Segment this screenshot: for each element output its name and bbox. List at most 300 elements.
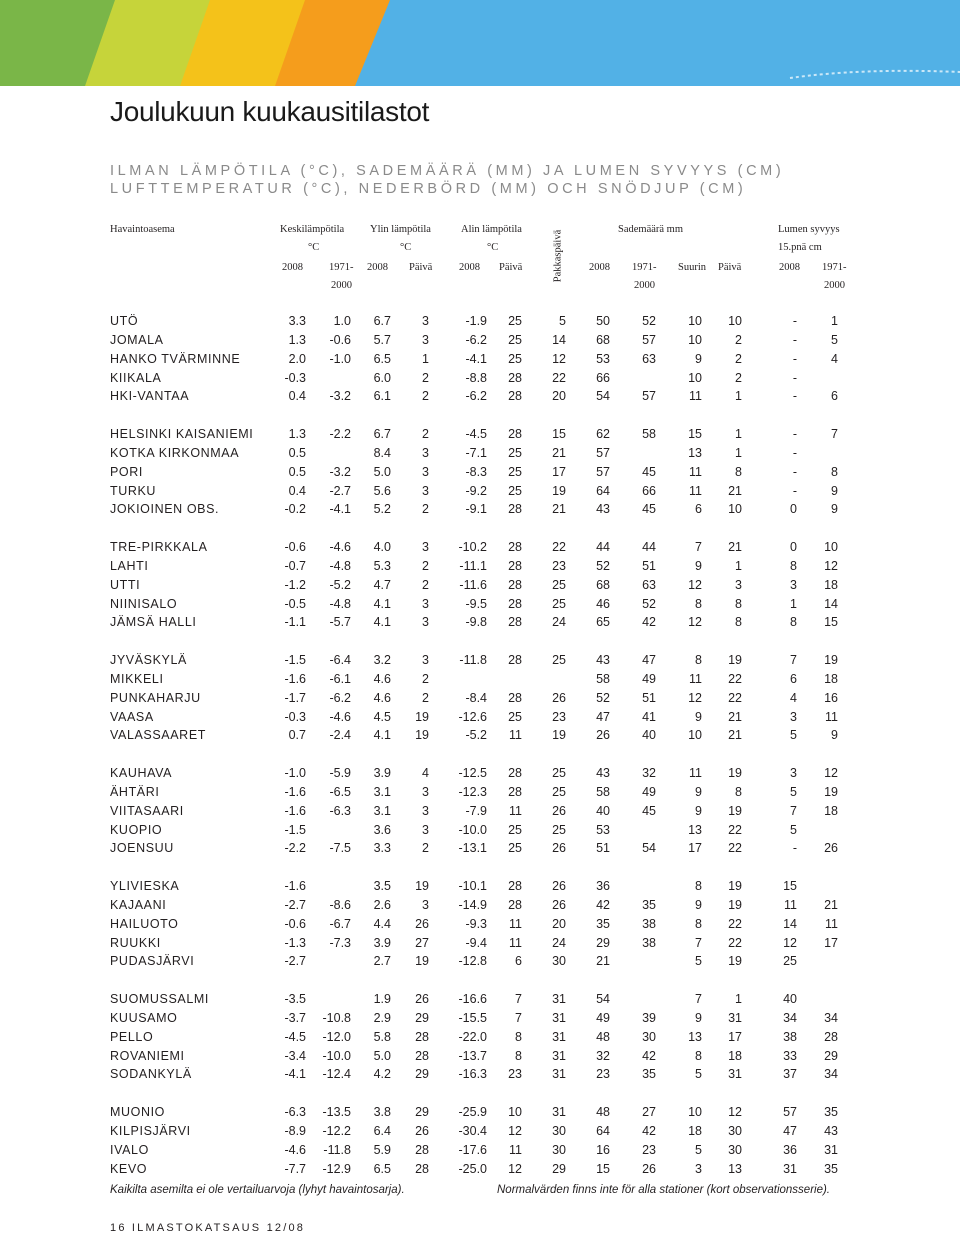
cell-precip-2008: 43 — [596, 766, 610, 780]
cell-mean-2008: -1.2 — [284, 577, 306, 592]
header-precip: Sademäärä mm — [618, 224, 684, 235]
table-row — [0, 1030, 960, 1048]
cell-snow-1971-2000: 12 — [824, 558, 838, 573]
cell-precip-largest: 5 — [695, 1067, 702, 1082]
cell-precip-day: 19 — [728, 653, 742, 667]
header-max-day: Päivä — [409, 262, 433, 273]
cell-snow-2008: 40 — [783, 992, 797, 1006]
table-row — [0, 615, 960, 633]
cell-min-2008: -25.9 — [458, 1105, 487, 1119]
cell-precip-1971-2000: 57 — [642, 332, 656, 347]
cell-precip-day: 1 — [735, 389, 742, 404]
cell-precip-day: 30 — [728, 1142, 742, 1157]
cell-min-day: 11 — [509, 728, 522, 743]
cell-snow-2008: 7 — [790, 803, 797, 818]
table-row — [0, 804, 960, 822]
header-precip-2000: 2000 — [634, 280, 655, 291]
header-min-2008: 2008 — [459, 262, 480, 273]
cell-snow-2008: - — [792, 314, 797, 328]
cell-max-2008: 2.6 — [373, 897, 391, 912]
cell-frost-days: 23 — [552, 709, 566, 724]
cell-precip-day: 17 — [728, 1029, 742, 1044]
cell-snow-2008: 31 — [783, 1161, 797, 1176]
cell-max-day: 3 — [422, 332, 429, 347]
cell-frost-days: 21 — [552, 445, 566, 460]
cell-max-day: 3 — [422, 653, 429, 667]
station-name: RUUKKI — [110, 935, 161, 950]
cell-snow-2008: 34 — [783, 1010, 797, 1025]
cell-precip-day: 21 — [728, 709, 742, 724]
cell-snow-1971-2000: 26 — [824, 841, 838, 856]
cell-precip-largest: 8 — [695, 879, 702, 893]
cell-precip-1971-2000: 38 — [642, 916, 656, 931]
cell-snow-1971-2000: 21 — [824, 897, 838, 912]
cell-frost-days: 26 — [552, 879, 566, 893]
table-row — [0, 785, 960, 803]
cell-max-day: 2 — [422, 577, 429, 592]
station-name: JOKIOINEN OBS. — [110, 502, 220, 517]
cell-max-2008: 4.1 — [373, 728, 391, 743]
cell-min-day: 11 — [509, 1142, 522, 1157]
cell-max-day: 26 — [415, 992, 429, 1006]
cell-mean-2008: 0.5 — [288, 445, 306, 460]
cell-max-day: 4 — [422, 766, 429, 780]
table-row — [0, 879, 960, 897]
table-row — [0, 1124, 960, 1142]
cell-max-2008: 3.5 — [373, 879, 391, 893]
cell-snow-1971-2000: 43 — [824, 1123, 838, 1138]
table-row — [0, 1143, 960, 1161]
table-row — [0, 352, 960, 370]
station-name: PUNKAHARJU — [110, 690, 201, 705]
cell-mean-1971-2000: -2.7 — [329, 483, 351, 498]
table-row — [0, 653, 960, 671]
cell-precip-1971-2000: 42 — [642, 1123, 656, 1138]
cell-snow-1971-2000: 19 — [824, 653, 838, 667]
cell-frost-days: 31 — [552, 1105, 566, 1119]
station-name: VAASA — [110, 709, 154, 724]
cell-precip-day: 22 — [728, 935, 742, 950]
cell-precip-largest: 11 — [689, 483, 702, 498]
cell-precip-1971-2000: 40 — [642, 728, 656, 743]
cell-max-2008: 6.5 — [373, 351, 391, 366]
table-row — [0, 898, 960, 916]
cell-precip-largest: 13 — [688, 822, 702, 837]
cell-mean-1971-2000: -8.6 — [329, 897, 351, 912]
table-row — [0, 936, 960, 954]
cell-precip-2008: 68 — [596, 577, 610, 592]
cell-max-2008: 6.7 — [373, 427, 391, 441]
cell-mean-2008: -3.7 — [284, 1010, 306, 1025]
cell-precip-2008: 68 — [596, 332, 610, 347]
cell-max-2008: 6.4 — [373, 1123, 391, 1138]
header-station: Havaintoasema — [110, 224, 175, 235]
cell-snow-2008: 3 — [790, 766, 797, 780]
cell-min-day: 25 — [508, 483, 522, 498]
header-mean-2000: 2000 — [331, 280, 352, 291]
table-row — [0, 672, 960, 690]
cell-frost-days: 30 — [552, 1142, 566, 1157]
cell-mean-1971-2000: -5.7 — [329, 615, 351, 630]
cell-max-2008: 5.3 — [373, 558, 391, 573]
cell-precip-day: 2 — [735, 332, 742, 347]
station-name: KUUSAMO — [110, 1010, 178, 1025]
cell-precip-largest: 10 — [688, 332, 702, 347]
cell-snow-1971-2000: 7 — [831, 427, 838, 441]
station-name: HAILUOTO — [110, 916, 179, 931]
cell-precip-1971-2000: 63 — [642, 351, 656, 366]
cell-precip-largest: 13 — [688, 445, 702, 460]
cell-precip-day: 2 — [735, 351, 742, 366]
cell-precip-1971-2000: 47 — [642, 653, 656, 667]
cell-frost-days: 25 — [552, 577, 566, 592]
cell-precip-1971-2000: 39 — [642, 1010, 656, 1025]
cell-snow-1971-2000: 15 — [824, 615, 838, 630]
cell-precip-largest: 11 — [689, 464, 702, 479]
cell-snow-1971-2000: 9 — [831, 502, 838, 517]
cell-precip-day: 8 — [735, 784, 742, 799]
cell-precip-1971-2000: 66 — [642, 483, 656, 498]
cell-precip-1971-2000: 42 — [642, 615, 656, 630]
cell-min-2008: -12.6 — [458, 709, 487, 724]
cell-mean-1971-2000: -4.8 — [329, 558, 351, 573]
cell-mean-1971-2000: -4.8 — [329, 596, 351, 611]
cell-max-2008: 4.6 — [373, 671, 391, 686]
cell-max-2008: 4.4 — [373, 916, 391, 931]
cell-precip-2008: 43 — [596, 653, 610, 667]
footnote-swedish: Normalvärden finns inte för alla stationer (kort observationsserie). — [497, 1184, 831, 1196]
cell-min-day: 25 — [508, 314, 522, 328]
cell-max-2008: 4.1 — [373, 596, 391, 611]
station-name: JYVÄSKYLÄ — [110, 653, 187, 667]
cell-mean-1971-2000: -6.2 — [329, 690, 351, 705]
cell-mean-1971-2000: -1.0 — [329, 351, 351, 366]
cell-min-day: 28 — [508, 653, 522, 667]
header-precip-largest: Suurin — [678, 262, 707, 273]
cell-precip-2008: 53 — [596, 351, 610, 366]
cell-min-2008: -12.5 — [458, 766, 487, 780]
cell-frost-days: 29 — [552, 1161, 566, 1176]
cell-max-day: 28 — [415, 1161, 429, 1176]
cell-snow-1971-2000: 14 — [824, 596, 838, 611]
cell-frost-days: 20 — [552, 916, 566, 931]
cell-precip-day: 18 — [728, 1048, 742, 1063]
cell-max-day: 19 — [415, 709, 429, 724]
cell-precip-1971-2000: 26 — [642, 1161, 656, 1176]
cell-min-day: 8 — [515, 1029, 522, 1044]
cell-precip-1971-2000: 44 — [642, 540, 656, 554]
cell-precip-largest: 10 — [688, 1105, 702, 1119]
station-name: KILPISJÄRVI — [110, 1123, 191, 1138]
cell-mean-1971-2000: -12.4 — [322, 1067, 351, 1082]
cell-precip-1971-2000: 42 — [642, 1048, 656, 1063]
table-row — [0, 502, 960, 520]
cell-min-2008: -7.9 — [465, 803, 487, 818]
table-row — [0, 1105, 960, 1123]
cell-snow-1971-2000: 18 — [824, 577, 838, 592]
cell-max-day: 2 — [422, 502, 429, 517]
table-row — [0, 1011, 960, 1029]
cell-max-2008: 3.9 — [373, 766, 391, 780]
cell-mean-2008: -1.3 — [284, 935, 306, 950]
table-row — [0, 371, 960, 389]
cell-snow-2008: - — [792, 351, 797, 366]
cell-min-day: 25 — [508, 822, 522, 837]
banner-graphic — [0, 0, 960, 86]
cell-snow-2008: 47 — [783, 1123, 797, 1138]
cell-mean-2008: -3.4 — [284, 1048, 306, 1063]
cell-mean-2008: -1.7 — [284, 690, 306, 705]
cell-precip-1971-2000: 45 — [642, 464, 656, 479]
cell-min-day: 28 — [508, 577, 522, 592]
table-row — [0, 578, 960, 596]
table-row — [0, 992, 960, 1010]
cell-max-2008: 2.7 — [373, 954, 391, 969]
table-row — [0, 691, 960, 709]
cell-precip-2008: 46 — [596, 596, 610, 611]
cell-frost-days: 25 — [552, 766, 566, 780]
cell-precip-day: 1 — [735, 558, 742, 573]
cell-max-day: 28 — [415, 1142, 429, 1157]
cell-mean-2008: -6.3 — [284, 1105, 306, 1119]
cell-min-2008: -12.8 — [458, 954, 487, 969]
cell-precip-1971-2000: 49 — [642, 784, 656, 799]
cell-min-2008: -25.0 — [458, 1161, 487, 1176]
cell-min-day: 28 — [508, 540, 522, 554]
cell-mean-1971-2000: -6.4 — [329, 653, 351, 667]
cell-precip-largest: 7 — [695, 935, 702, 950]
cell-mean-1971-2000: -10.0 — [322, 1048, 351, 1063]
cell-precip-2008: 62 — [596, 427, 610, 441]
cell-precip-2008: 35 — [596, 916, 610, 931]
cell-mean-2008: -0.3 — [284, 370, 306, 385]
cell-precip-1971-2000: 57 — [642, 389, 656, 404]
station-name: PUDASJÄRVI — [110, 954, 195, 969]
station-name: KEVO — [110, 1161, 148, 1176]
cell-max-day: 19 — [415, 954, 429, 969]
cell-precip-day: 19 — [728, 803, 742, 818]
cell-precip-largest: 9 — [695, 709, 702, 724]
station-name: SUOMUSSALMI — [110, 992, 209, 1006]
cell-precip-day: 22 — [728, 841, 742, 856]
cell-max-2008: 3.8 — [373, 1105, 391, 1119]
cell-mean-2008: -0.7 — [284, 558, 306, 573]
header-snow: Lumen syvyys — [778, 224, 840, 235]
cell-mean-2008: 1.3 — [288, 332, 306, 347]
cell-mean-2008: -0.5 — [284, 596, 306, 611]
table-row — [0, 728, 960, 746]
cell-snow-1971-2000: 6 — [831, 389, 838, 404]
station-name: KOTKA KIRKONMAA — [110, 445, 240, 460]
station-name: LAHTI — [110, 558, 149, 573]
cell-snow-1971-2000: 35 — [824, 1105, 838, 1119]
cell-snow-2008: 3 — [790, 709, 797, 724]
cell-min-2008: -9.4 — [465, 935, 487, 950]
station-name: ROVANIEMI — [110, 1048, 185, 1063]
cell-min-2008: -12.3 — [458, 784, 487, 799]
cell-min-day: 11 — [509, 935, 522, 950]
cell-snow-2008: - — [792, 332, 797, 347]
cell-min-day: 25 — [508, 332, 522, 347]
cell-min-2008: -6.2 — [465, 332, 487, 347]
cell-min-2008: -16.3 — [458, 1067, 487, 1082]
cell-precip-largest: 13 — [688, 1029, 702, 1044]
cell-max-2008: 3.1 — [373, 803, 391, 818]
cell-precip-2008: 66 — [596, 370, 610, 385]
cell-max-2008: 6.1 — [373, 389, 391, 404]
cell-snow-2008: - — [792, 389, 797, 404]
cell-precip-2008: 51 — [596, 841, 610, 856]
table-row — [0, 766, 960, 784]
cell-mean-1971-2000: -4.1 — [329, 502, 351, 517]
cell-precip-1971-2000: 58 — [642, 427, 656, 441]
cell-min-2008: -11.1 — [459, 558, 487, 573]
station-name: MIKKELI — [110, 671, 164, 686]
cell-mean-2008: -1.6 — [284, 803, 306, 818]
cell-max-2008: 3.3 — [373, 841, 391, 856]
cell-max-2008: 2.9 — [373, 1010, 391, 1025]
table-row — [0, 333, 960, 351]
cell-precip-largest: 10 — [688, 728, 702, 743]
cell-snow-2008: 3 — [790, 577, 797, 592]
cell-min-2008: -10.0 — [458, 822, 487, 837]
cell-snow-2008: 0 — [790, 540, 797, 554]
page-title: Joulukuun kuukausitilastot — [110, 96, 430, 127]
cell-precip-2008: 52 — [596, 558, 610, 573]
cell-snow-1971-2000: 34 — [824, 1010, 838, 1025]
cell-min-2008: -16.6 — [458, 992, 487, 1006]
cell-mean-1971-2000: -4.6 — [329, 709, 351, 724]
cell-snow-2008: 57 — [783, 1105, 797, 1119]
cell-min-day: 28 — [508, 370, 522, 385]
cell-min-2008: -5.2 — [465, 728, 487, 743]
cell-precip-day: 8 — [735, 464, 742, 479]
cell-frost-days: 25 — [552, 784, 566, 799]
header-snow-unit: 15.pnä cm — [778, 242, 822, 253]
cell-precip-largest: 12 — [688, 690, 702, 705]
cell-min-day: 28 — [508, 596, 522, 611]
header-banner — [0, 0, 960, 86]
cell-snow-1971-2000: 18 — [824, 671, 838, 686]
cell-max-2008: 4.5 — [373, 709, 391, 724]
cell-mean-2008: -2.7 — [284, 954, 306, 969]
cell-precip-2008: 42 — [596, 897, 610, 912]
header-unit-min: °C — [487, 242, 499, 253]
cell-snow-1971-2000: 10 — [824, 540, 838, 554]
cell-precip-1971-2000: 52 — [642, 596, 656, 611]
cell-precip-1971-2000: 27 — [642, 1105, 656, 1119]
cell-mean-1971-2000: -6.7 — [329, 916, 351, 931]
cell-max-2008: 6.0 — [373, 370, 391, 385]
cell-max-day: 28 — [415, 1029, 429, 1044]
cell-precip-largest: 10 — [688, 370, 702, 385]
cell-precip-largest: 9 — [695, 784, 702, 799]
cell-frost-days: 25 — [552, 596, 566, 611]
station-name: NIINISALO — [110, 596, 178, 611]
cell-snow-2008: 38 — [783, 1029, 797, 1044]
cell-precip-day: 2 — [735, 370, 742, 385]
cell-snow-1971-2000: 12 — [824, 766, 838, 780]
cell-min-2008: -14.9 — [458, 897, 487, 912]
cell-min-2008: -9.3 — [465, 916, 487, 931]
cell-precip-largest: 5 — [695, 954, 702, 969]
cell-snow-1971-2000: 19 — [824, 784, 838, 799]
cell-max-day: 3 — [422, 784, 429, 799]
cell-precip-largest: 9 — [695, 803, 702, 818]
cell-mean-2008: -0.6 — [284, 916, 306, 931]
header-precip-1971: 1971- — [632, 262, 657, 273]
cell-snow-1971-2000: 11 — [825, 916, 838, 931]
cell-mean-2008: -1.0 — [284, 766, 306, 780]
cell-max-2008: 4.1 — [373, 615, 391, 630]
cell-precip-largest: 8 — [695, 1048, 702, 1063]
cell-max-day: 2 — [422, 690, 429, 705]
cell-snow-2008: - — [792, 427, 797, 441]
cell-precip-largest: 15 — [688, 427, 702, 441]
cell-min-day: 23 — [508, 1067, 522, 1082]
cell-frost-days: 24 — [552, 935, 566, 950]
cell-precip-2008: 40 — [596, 803, 610, 818]
cell-mean-1971-2000: -10.8 — [322, 1010, 351, 1025]
cell-min-2008: -9.5 — [465, 596, 487, 611]
cell-mean-2008: -4.1 — [284, 1067, 306, 1082]
table-row — [0, 1049, 960, 1067]
header-unit-mean: °C — [308, 242, 320, 253]
cell-snow-1971-2000: 34 — [824, 1067, 838, 1082]
cell-precip-2008: 57 — [596, 445, 610, 460]
cell-precip-1971-2000: 45 — [642, 803, 656, 818]
cell-precip-2008: 50 — [596, 314, 610, 328]
cell-max-day: 19 — [415, 879, 429, 893]
cell-min-day: 28 — [508, 427, 522, 441]
cell-mean-1971-2000: -3.2 — [329, 389, 351, 404]
cell-precip-2008: 44 — [596, 540, 610, 554]
cell-precip-largest: 7 — [695, 540, 702, 554]
table-row — [0, 389, 960, 407]
cell-precip-largest: 12 — [688, 577, 702, 592]
header-snow-2008: 2008 — [779, 262, 800, 273]
table-row — [0, 917, 960, 935]
cell-frost-days: 26 — [552, 841, 566, 856]
cell-snow-2008: 4 — [790, 690, 797, 705]
cell-min-day: 25 — [508, 709, 522, 724]
station-name: TRE-PIRKKALA — [110, 540, 208, 554]
cell-snow-2008: 0 — [790, 502, 797, 517]
cell-max-day: 26 — [415, 916, 429, 931]
cell-mean-1971-2000: -6.5 — [329, 784, 351, 799]
header-max-temp: Ylin lämpötila — [370, 224, 431, 235]
station-name: KAJAANI — [110, 897, 167, 912]
cell-precip-largest: 12 — [688, 615, 702, 630]
cell-precip-largest: 5 — [695, 1142, 702, 1157]
cell-precip-largest: 10 — [688, 314, 702, 328]
cell-min-2008: -17.6 — [458, 1142, 487, 1157]
cell-max-day: 27 — [415, 935, 429, 950]
cell-mean-1971-2000: -12.0 — [322, 1029, 351, 1044]
cell-precip-2008: 58 — [596, 784, 610, 799]
cell-precip-2008: 16 — [596, 1142, 610, 1157]
cell-mean-1971-2000: -6.3 — [329, 803, 351, 818]
cell-max-day: 3 — [422, 464, 429, 479]
table-row — [0, 710, 960, 728]
cell-snow-1971-2000: 16 — [824, 690, 838, 705]
cell-precip-day: 19 — [728, 954, 742, 969]
cell-min-day: 12 — [508, 1161, 522, 1176]
cell-max-2008: 5.2 — [373, 502, 391, 517]
cell-snow-2008: 7 — [790, 653, 797, 667]
cell-snow-1971-2000: 9 — [831, 728, 838, 743]
cell-precip-2008: 26 — [596, 728, 610, 743]
